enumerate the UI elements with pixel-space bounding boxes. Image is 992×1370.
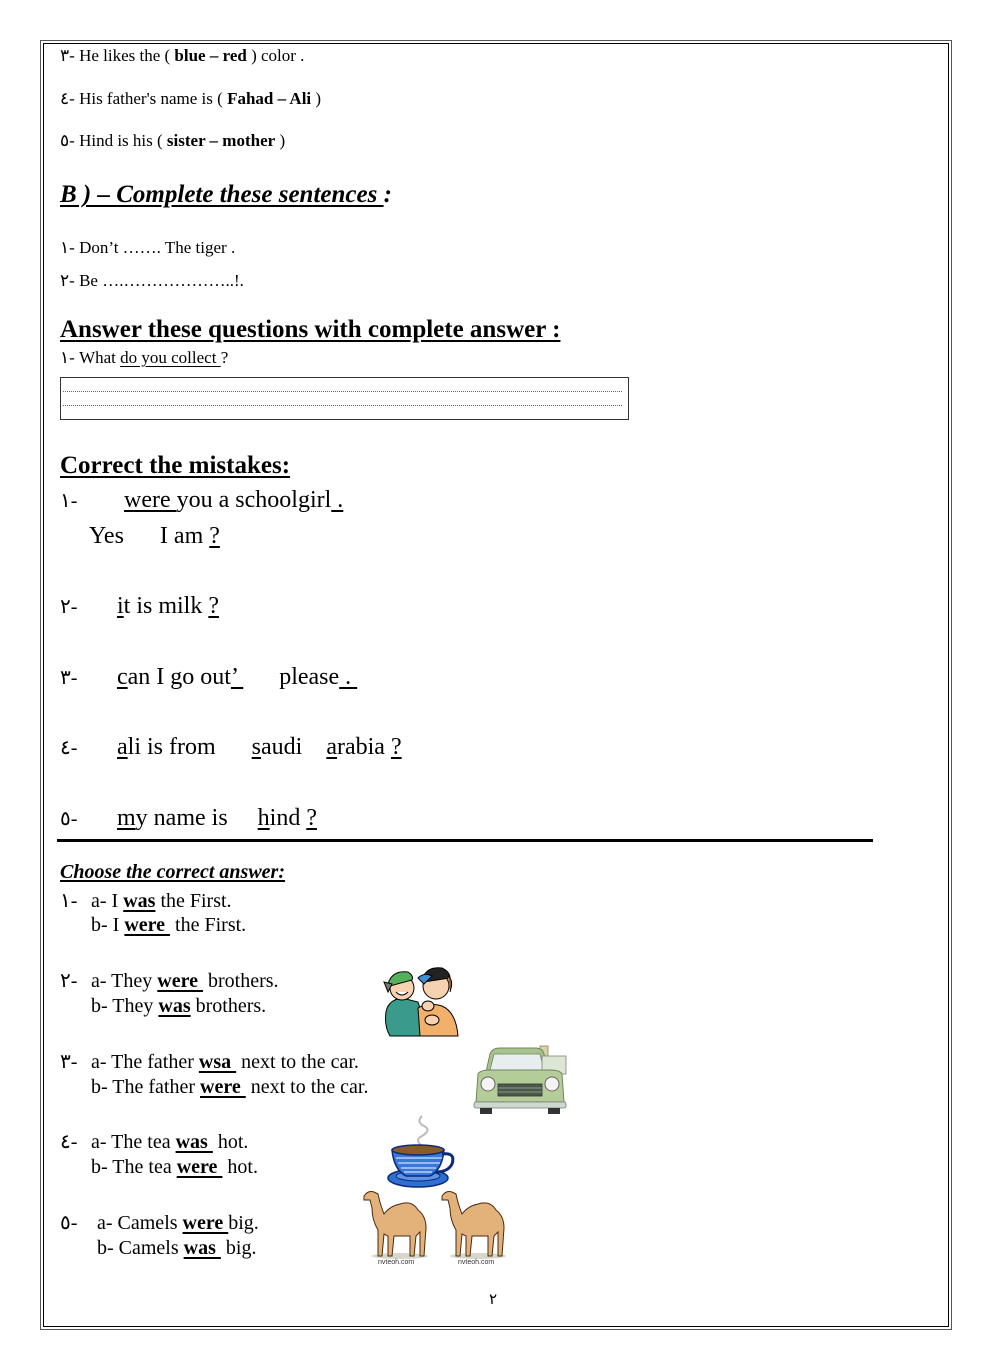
mistake-item-1-answer: Yes I am ?: [89, 523, 220, 549]
choice-options: blue – red: [174, 46, 252, 65]
mistake-item-1: ١- were you a schoolgirl .: [60, 487, 344, 513]
section-divider: [57, 839, 873, 842]
item-number: ٣-: [60, 1051, 78, 1073]
mistake-item-5: ٥- my name is hind ?: [60, 805, 317, 831]
choose-item-5-b: b- Camels was big.: [97, 1237, 257, 1259]
mistake-item-2: ٢- it is milk ?: [60, 593, 220, 619]
tea-cup-image: [386, 1112, 458, 1188]
choose-item-4-a: ٤- a- The tea was hot.: [60, 1131, 249, 1153]
answer-line-1: [63, 391, 622, 392]
mistake-item-3: ٣- can I go out’ please .: [60, 664, 358, 690]
item-number: ٤-: [60, 737, 78, 759]
page-number: ٢: [489, 1292, 498, 1308]
choose-item-3-b: b- The father were next to the car.: [91, 1076, 369, 1098]
choose-item-5-a: ٥- a- Camels were big.: [60, 1212, 259, 1234]
choose-item-2-a: ٢- a- They were brothers.: [60, 970, 279, 992]
two-boys-image: [378, 962, 462, 1038]
choose-heading: Choose the correct answer:: [60, 861, 285, 883]
item-number: ١-: [60, 890, 78, 912]
option-word: were: [176, 1156, 223, 1178]
item-number: ٢-: [60, 970, 78, 992]
camel-icon: [360, 1186, 510, 1262]
answer-box[interactable]: [60, 377, 629, 420]
car-image: [470, 1044, 580, 1118]
item-number: ١-: [60, 348, 75, 367]
choose-item-4-b: b- The tea were hot.: [91, 1156, 258, 1178]
item-number: ٢-: [60, 271, 75, 290]
item-number: ٣-: [60, 667, 78, 689]
item-number: ٤-: [60, 1131, 78, 1153]
camel-caption-2: nvteoh.com: [458, 1259, 495, 1266]
part-a-item-4: ٤- His father's name is ( Fahad – Ali ): [60, 89, 322, 108]
item-number: ٥-: [60, 1212, 78, 1234]
choose-item-3-a: ٣- a- The father wsa next to the car.: [60, 1051, 359, 1073]
answer-line-2: [63, 405, 622, 406]
choice-options: Fahad – Ali: [227, 89, 312, 108]
part-a-item-5: ٥- Hind is his ( sister – mother ): [60, 131, 286, 150]
item-number: ١-: [60, 490, 78, 512]
item-number: ١-: [60, 238, 75, 257]
option-word: were: [200, 1076, 246, 1098]
option-word: wsa: [198, 1051, 237, 1073]
answer-question-1: ١- What do you collect ?: [60, 348, 229, 367]
item-number: ٢-: [60, 596, 78, 618]
option-word: were: [157, 970, 203, 992]
option-word: was: [123, 890, 156, 912]
option-word: was: [183, 1237, 221, 1259]
option-word: was: [175, 1131, 213, 1153]
choose-item-1-a: ١- a- I was the First.: [60, 890, 232, 912]
correct-mistakes-heading: Correct the mistakes:: [60, 452, 291, 479]
part-b-heading: B ) – Complete these sentences :: [60, 181, 392, 208]
part-b-item-1: ١- Don’t ……. The tiger .: [60, 238, 236, 257]
option-word: was: [158, 995, 191, 1017]
option-word: were: [182, 1212, 229, 1234]
part-a-item-3: ٣- He likes the ( blue – red ) color .: [60, 46, 305, 65]
option-word: were: [124, 914, 171, 936]
camels-image: [360, 1186, 510, 1270]
answer-questions-heading: Answer these questions with complete answer :: [60, 316, 561, 343]
choose-item-2-b: b- They was brothers.: [91, 995, 267, 1017]
item-number: ٥-: [60, 808, 78, 830]
mistake-item-4: ٤- ali is from saudi arabia ?: [60, 734, 402, 760]
item-number: ٤-: [60, 89, 75, 108]
choose-item-1-b: b- I were the First.: [91, 914, 247, 936]
item-number: ٣-: [60, 46, 75, 65]
camel-caption-1: nvteoh.com: [378, 1259, 415, 1266]
item-number: ٥-: [60, 131, 75, 150]
choice-options: sister – mother: [166, 131, 276, 150]
part-b-item-2: ٢- Be ….………………..!.: [60, 271, 244, 290]
